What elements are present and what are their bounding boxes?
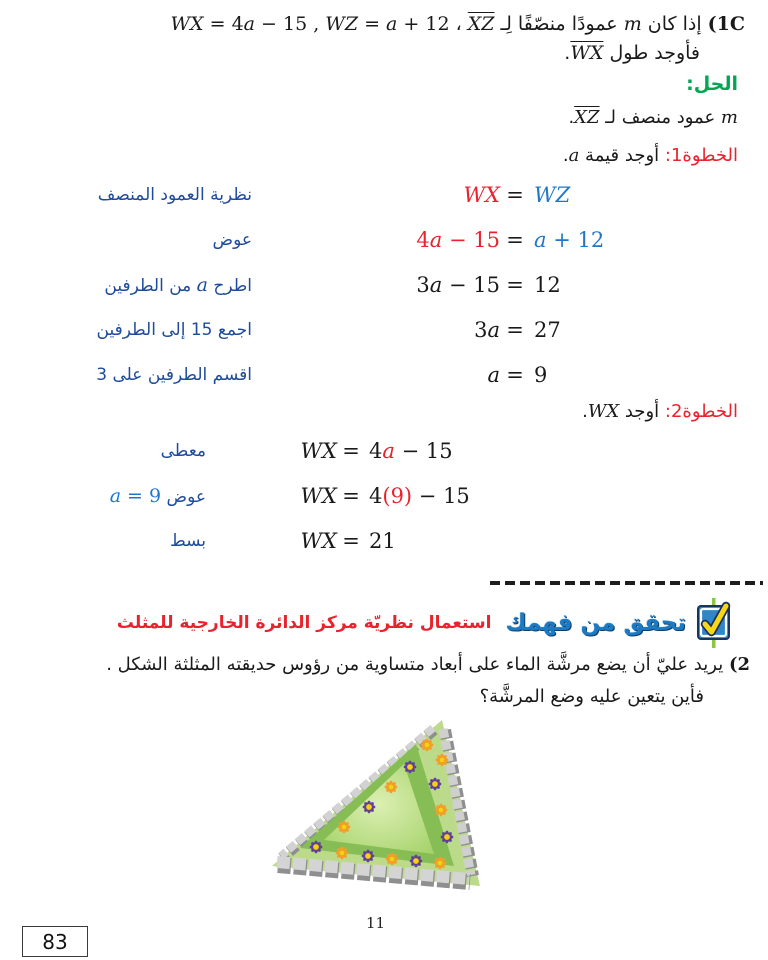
equation-row bbox=[0, 217, 768, 262]
solution-label: الحل: bbox=[686, 73, 738, 95]
equation-rhs: 27 bbox=[534, 317, 561, 342]
equals-sign: = bbox=[506, 182, 524, 207]
equals-sign: = bbox=[506, 227, 524, 252]
problem-2-text: يريد عليّ أن يضع مرشَّة الماء على أبعاد متساوية من رؤوس حديقته المثلثة الشكل . bbox=[106, 654, 724, 675]
justification: عوض a = 9 bbox=[109, 484, 206, 507]
equation-rhs: 21 bbox=[369, 528, 396, 553]
equation-rhs: WZ bbox=[534, 182, 571, 207]
page-number-center: 11 bbox=[366, 914, 386, 932]
equation-lhs: 3a bbox=[474, 317, 500, 342]
justification: اقسم الطرفين على 3 bbox=[96, 364, 252, 385]
justification: نظرية العمود المنصف bbox=[97, 184, 252, 205]
justification: اطرح a من الطرفين bbox=[104, 273, 252, 296]
step1-equation-table bbox=[0, 172, 768, 397]
equation-rhs: 4(9) − 15 bbox=[369, 483, 470, 508]
equals-sign: = bbox=[342, 528, 360, 553]
problem-2-line1 bbox=[0, 649, 768, 681]
equation-rhs: 9 bbox=[534, 362, 548, 387]
check-understanding-header bbox=[117, 597, 732, 649]
justification: بسط bbox=[169, 530, 206, 551]
equation-lhs: a bbox=[487, 362, 500, 387]
problem-1c-text: إذا كان m عمودًا منصّفًا لِـ $\overline{XZ}$ ، WX = 4a − 15 , WZ = a + 12 bbox=[170, 13, 702, 35]
equation-lhs: WX bbox=[300, 438, 337, 463]
problem-1c-line2: فأوجد طول $\overline{WX}$. bbox=[564, 42, 700, 64]
equation-row bbox=[0, 352, 768, 397]
equation-lhs: 4a − 15 bbox=[416, 227, 500, 252]
equation-row bbox=[0, 262, 768, 307]
checkbox-check-icon bbox=[696, 598, 732, 648]
equation-lhs: WX bbox=[300, 483, 337, 508]
equation-row bbox=[0, 428, 768, 473]
equals-sign: = bbox=[506, 362, 524, 387]
step2-title: الخطوة2: أوجد WX. bbox=[582, 401, 738, 422]
equation-lhs: WX bbox=[463, 182, 500, 207]
equals-sign: = bbox=[506, 317, 524, 342]
justification: عوض bbox=[212, 229, 252, 250]
equals-sign: = bbox=[506, 272, 524, 297]
triangular-garden-illustration bbox=[264, 712, 492, 894]
equation-lhs: WX bbox=[300, 528, 337, 553]
justification: معطى bbox=[160, 440, 206, 461]
equation-lhs: 3a − 15 bbox=[416, 272, 500, 297]
equation-row bbox=[0, 518, 768, 563]
page-number-box: 83 bbox=[22, 926, 88, 957]
problem-2-line2: فأين يتعين عليه وضع المرشَّة؟ bbox=[479, 686, 704, 707]
step1-title: الخطوة1: أوجد قيمة a. bbox=[562, 145, 738, 166]
justification: اجمع 15 إلى الطرفين bbox=[96, 319, 252, 340]
equation-rhs: a + 12 bbox=[534, 227, 605, 252]
check-understanding-topic: استعمال نظريّة مركز الدائرة الخارجية للمثلث bbox=[116, 613, 492, 633]
dashed-divider bbox=[490, 581, 763, 585]
problem-2 bbox=[0, 649, 768, 713]
equation-rhs: 4a − 15 bbox=[369, 438, 453, 463]
step2-equation-table bbox=[0, 428, 768, 563]
equals-sign: = bbox=[342, 438, 360, 463]
solution-statement: m عمود منصف لـ $\overline{XZ}$. bbox=[568, 107, 738, 128]
equation-row bbox=[0, 307, 768, 352]
check-understanding-badge: تحقق من فهمك bbox=[505, 610, 686, 636]
problem-1c-label: (1C bbox=[707, 13, 745, 35]
equation-row bbox=[0, 172, 768, 217]
equals-sign: = bbox=[342, 483, 360, 508]
problem-2-label: (2 bbox=[728, 654, 750, 675]
equation-rhs: 12 bbox=[534, 272, 561, 297]
problem-1c-line1 bbox=[0, 0, 768, 39]
equation-row bbox=[0, 473, 768, 518]
